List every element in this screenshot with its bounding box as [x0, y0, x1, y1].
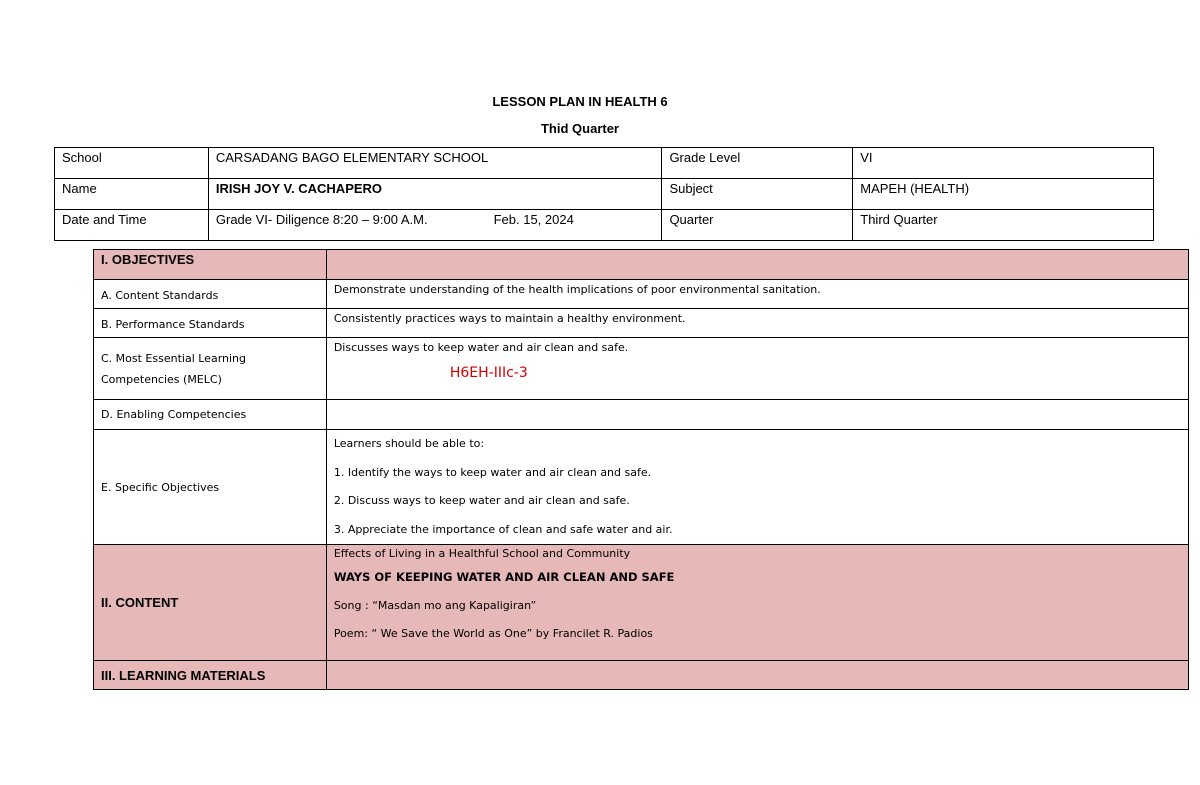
quarter-value: Third Quarter — [853, 210, 1154, 241]
content-heading: II. CONTENT — [94, 545, 327, 661]
melc-label — [94, 338, 327, 400]
date-time-value — [208, 210, 662, 241]
content-standards-label: A. Content Standards — [94, 280, 327, 309]
learning-materials-empty — [326, 661, 1188, 690]
document-title: LESSON PLAN IN HEALTH 6 — [492, 94, 668, 109]
content-line-4: Poem: “ We Save the World as One” by Francilet R. Padios — [333, 627, 653, 640]
name-label: Name — [55, 179, 209, 210]
specific-item: 3. Appreciate the importance of clean and safe water and air. — [333, 522, 673, 536]
content-cell — [326, 545, 1188, 661]
objectives-heading-empty — [326, 250, 1188, 280]
grade-level-label: Grade Level — [662, 148, 853, 179]
enabling-text — [326, 400, 1188, 430]
header-table — [54, 147, 1154, 241]
header-row-school — [55, 148, 1154, 179]
specific-item: 1. Identify the ways to keep water and air clean and safe. — [333, 465, 652, 479]
subject-label: Subject — [662, 179, 853, 210]
melc-cell — [326, 338, 1188, 400]
content-standards-text: Demonstrate understanding of the health implications of poor environmental sanitation. — [326, 280, 1188, 309]
learning-materials-row — [94, 661, 1189, 690]
performance-standards-label: B. Performance Standards — [94, 309, 327, 338]
melc-text: Discusses ways to keep water and air clean and safe. — [333, 341, 629, 354]
specific-intro: Learners should be able to: — [333, 437, 485, 450]
learning-materials-heading: III. LEARNING MATERIALS — [94, 661, 327, 690]
melc-row — [94, 338, 1189, 400]
content-line-1: Effects of Living in a Healthful School and Community — [333, 547, 631, 560]
melc-label-line1: C. Most Essential Learning — [101, 351, 247, 365]
lesson-plan-table — [93, 249, 1189, 690]
objectives-heading-row — [94, 250, 1189, 280]
grade-level-value: VI — [853, 148, 1154, 179]
header-row-date — [55, 210, 1154, 241]
content-line-2: WAYS OF KEEPING WATER AND AIR CLEAN AND SAFE — [333, 570, 675, 584]
content-row — [94, 545, 1189, 661]
melc-code: H6EH-IIIc-3 — [449, 365, 528, 381]
objectives-heading: I. OBJECTIVES — [94, 250, 327, 280]
document-subtitle: Thid Quarter — [540, 121, 619, 136]
performance-standards-text: Consistently practices ways to maintain a healthy environment. — [326, 309, 1188, 338]
content-line-3: Song : “Masdan mo ang Kapaligiran” — [333, 598, 537, 612]
melc-label-line2: Competencies (MELC) — [101, 372, 222, 386]
school-label: School — [55, 148, 209, 179]
subject-value: MAPEH (HEALTH) — [853, 179, 1154, 210]
school-value: CARSADANG BAGO ELEMENTARY SCHOOL — [208, 148, 662, 179]
class-schedule: Grade VI- Diligence 8:20 – 9:00 A.M. — [215, 212, 428, 227]
specific-item: 2. Discuss ways to keep water and air clean and safe. — [333, 494, 630, 507]
specific-objectives-cell — [326, 430, 1188, 545]
specific-objectives-label: E. Specific Objectives — [94, 430, 327, 545]
specific-objectives-row — [94, 430, 1189, 545]
enabling-row — [94, 400, 1189, 430]
enabling-label: D. Enabling Competencies — [94, 400, 327, 430]
name-value: IRISH JOY V. CACHAPERO — [208, 179, 662, 210]
content-standards-row — [94, 280, 1189, 309]
header-row-name — [55, 179, 1154, 210]
performance-standards-row — [94, 309, 1189, 338]
quarter-label: Quarter — [662, 210, 853, 241]
date-time-label: Date and Time — [55, 210, 209, 241]
lesson-date: Feb. 15, 2024 — [493, 212, 574, 227]
